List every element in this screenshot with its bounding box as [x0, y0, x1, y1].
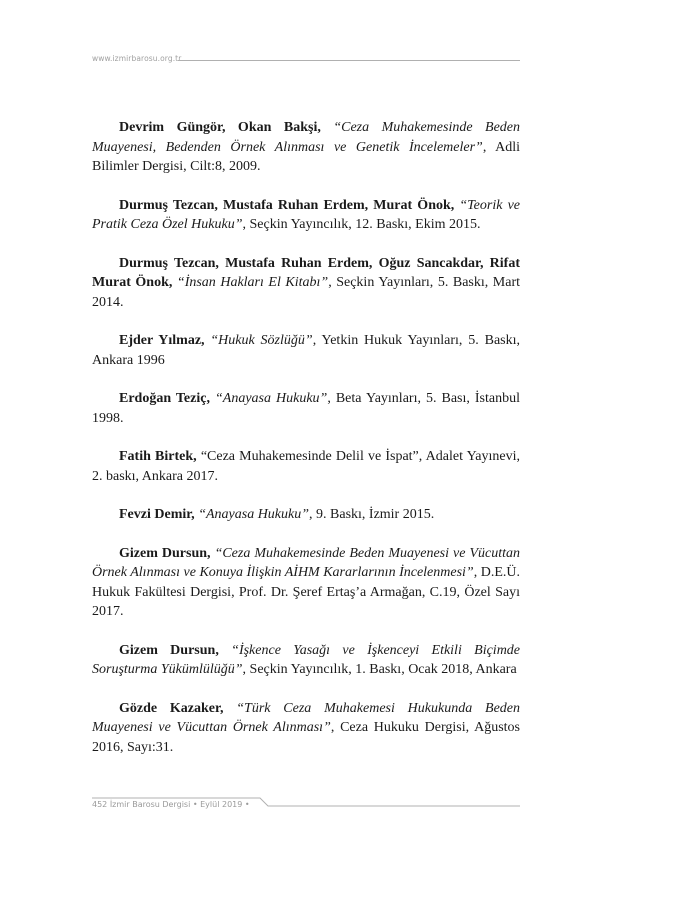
entry-title: “İşkence Yasağı ve İşkenceyi Etkili Biçimde Soruşturma Yükümlülüğü” [92, 642, 521, 677]
entry-details: , Seçkin Yayıncılık, 12. Baskı, Ekim 2015. [242, 217, 481, 232]
entry-author: Erdoğan Teziç, [119, 391, 210, 406]
bibliography-entry [92, 699, 520, 758]
entry-details: , Yetkin Hukuk Yayınları, 5. Baskı, Ankara 1996 [92, 333, 520, 368]
bibliography-entry [92, 331, 520, 370]
bibliography-entry [92, 118, 520, 177]
bibliography-list [92, 118, 520, 776]
entry-author: Ejder Yılmaz, [119, 333, 205, 348]
entry-author: Fatih Birtek, [119, 449, 197, 464]
entry-details: , D.E.Ü. Hukuk Fakültesi Dergisi, Prof. Dr. Şeref Ertaş’a Armağan, C.19, Özel Sayı 2017. [92, 565, 520, 619]
bibliography-entry [92, 389, 520, 428]
footer-text: 452 İzmir Barosu Dergisi • Eylül 2019 • [92, 800, 250, 809]
entry-author: Durmuş Tezcan, Mustafa Ruhan Erdem, Oğuz Sancakdar, Rifat Murat Önok, [92, 255, 520, 290]
bibliography-entry [92, 196, 520, 235]
entry-details: “Ceza Muhakemesinde Delil ve İspat”, Adalet Yayınevi, 2. baskı, Ankara 2017. [92, 449, 521, 484]
page-footer [92, 797, 520, 811]
entry-title: “Ceza Muhakemesinde Beden Muayenesi, Bedenden Örnek Alınması ve Genetik İncelemeler” [92, 120, 521, 155]
header-url: www.izmirbarosu.org.tr [92, 54, 182, 63]
entry-author: Gözde Kazaker, [119, 700, 224, 716]
entry-author: Fevzi Demir, [119, 507, 195, 522]
entry-author: Devrim Güngör, Okan Bakşi, [119, 120, 321, 135]
bibliography-entry [92, 447, 520, 486]
page-header [92, 54, 520, 66]
entry-details: , Beta Yayınları, 5. Bası, İstanbul 1998. [92, 391, 520, 426]
entry-title: “İnsan Hakları El Kitabı” [176, 275, 329, 290]
entry-author: Durmuş Tezcan, Mustafa Ruhan Erdem, Murat Önok, [119, 197, 455, 213]
entry-details: , Seçkin Yayıncılık, 1. Baskı, Ocak 2018, Ankara [242, 662, 517, 677]
entry-title: “Anayasa Hukuku” [198, 507, 310, 522]
entry-title: “Teorik ve Pratik Ceza Özel Hukuku” [92, 197, 520, 232]
entry-title: “Hukuk Sözlüğü” [210, 333, 313, 348]
entry-details: , Ceza Hukuku Dergisi, Ağustos 2016, Sayı:31. [92, 720, 520, 755]
bibliography-entry [92, 641, 520, 680]
entry-author: Gizem Dursun, [119, 545, 211, 561]
entry-title: “Anayasa Hukuku” [214, 391, 328, 406]
bibliography-entry [92, 254, 520, 313]
entry-author: Gizem Dursun, [119, 642, 219, 658]
bibliography-entry [92, 505, 520, 525]
header-rule [178, 60, 520, 61]
entry-details: , 9. Baskı, İzmir 2015. [309, 507, 435, 522]
entry-details: , Adli Bilimler Dergisi, Cilt:8, 2009. [92, 139, 520, 174]
entry-details: , Seçkin Yayınları, 5. Baskı, Mart 2014. [92, 275, 520, 310]
bibliography-entry [92, 544, 520, 622]
entry-title: “Ceza Muhakemesinde Beden Muayenesi ve Vücuttan Örnek Alınması ve Konuya İlişkin AİHM Kararlarının İncelenmesi” [92, 545, 521, 580]
entry-title: “Türk Ceza Muhakemesi Hukukunda Beden Muayenesi ve Vücuttan Örnek Alınması” [92, 700, 520, 735]
